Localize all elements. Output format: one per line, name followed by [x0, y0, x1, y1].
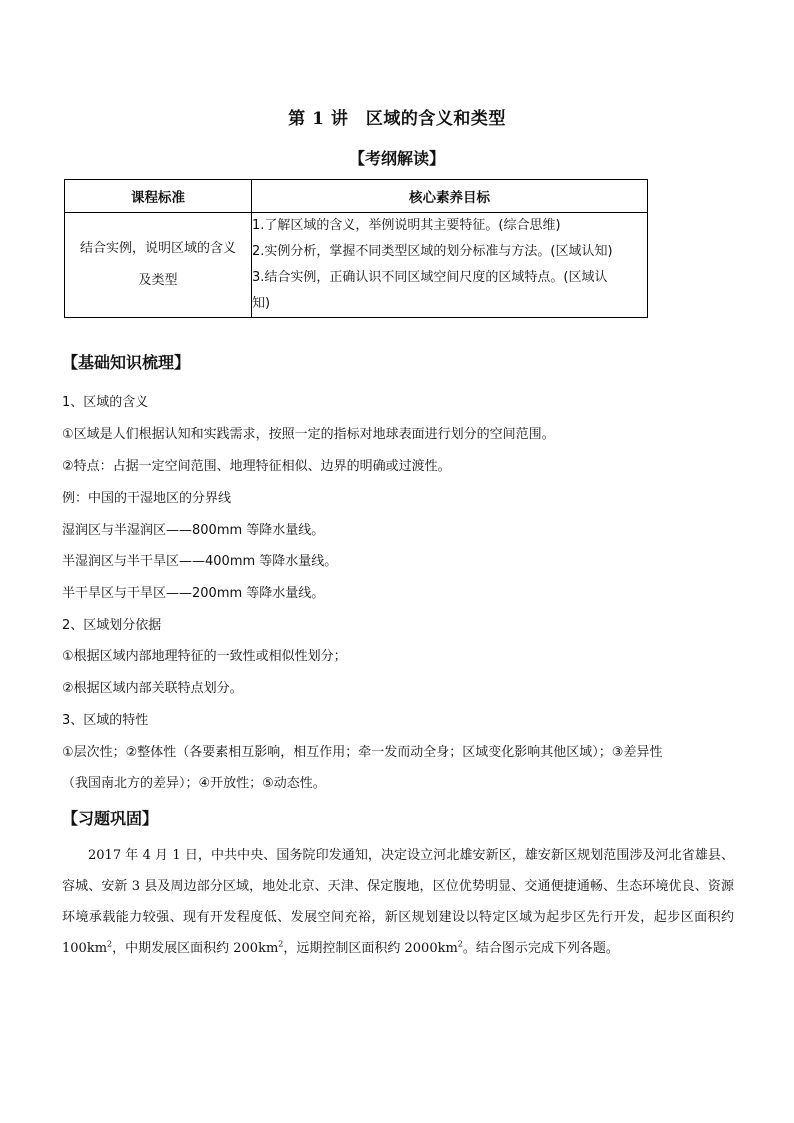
basics-line: ①根据区域内部地理特征的一致性或相似性划分； [62, 649, 347, 664]
passage-text: ，中期发展区面积约 200km [112, 941, 279, 956]
superscript: 2 [278, 939, 284, 949]
standard-cell [65, 213, 252, 318]
passage-text: 2017 年 4 月 1 日，中共中央、国务院印发通知，决定设立河北雄安新区，雄安新区规划范围涉及河北省雄县、容城、安新 3 县及周边部分区域，地处北京、天津、保定腹地，区位优势明显、交通便捷通畅、生态环境优良、资源环境承载能力较强、现有开发程度低、发展空间充裕，新区规划建设以特定区域为起步区先行开发，起步区面积约 100km [62, 848, 734, 956]
goal-item: 知) [252, 296, 271, 311]
standard-line: 结合实例，说明区域的含义 [79, 241, 236, 256]
basics-line: ②根据区域内部关联特点划分。 [62, 681, 243, 696]
column-header-goals: 核心素养目标 [252, 180, 648, 213]
goal-item: 1.了解区域的含义，举例说明其主要特征。(综合思维) [252, 218, 561, 233]
basics-line: 例：中国的干湿地区的分界线 [62, 491, 232, 506]
basics-line: ②特点：占据一定空间范围、地理特征相似、边界的明确或过渡性。 [62, 459, 451, 474]
basics-line: 3、区域的特性 [62, 713, 149, 728]
superscript: 2 [107, 939, 113, 949]
exercise-heading: 【习题巩固】 [62, 809, 159, 828]
basics-heading: 【基础知识梳理】 [62, 353, 191, 372]
goal-item: 2.实例分析，掌握不同类型区域的划分标准与方法。(区域认知) [252, 244, 613, 259]
basics-line: ①区域是人们根据认知和实践需求，按照一定的指标对地球表面进行划分的空间范围。 [62, 427, 555, 442]
basics-line: 2、区域划分依据 [62, 618, 162, 633]
basics-line: （我国南北方的差异）；④开放性；⑤动态性。 [62, 776, 326, 791]
basics-line: 半湿润区与半干旱区——400mm 等降水量线。 [62, 554, 338, 569]
basics-line: 1、区域的含义 [62, 395, 149, 410]
column-header-standard: 课程标准 [65, 180, 252, 213]
passage-text: 。结合图示完成下列各题。 [462, 941, 619, 956]
outline-table [64, 179, 648, 318]
goal-item: 3.结合实例，正确认识不同区域空间尺度的区域特点。(区域认 [252, 270, 608, 285]
table-header-row [65, 180, 648, 213]
table-row [65, 213, 648, 318]
superscript: 2 [457, 939, 463, 949]
basics-line: ①层次性；②整体性（各要素相互影响，相互作用；牵一发而动全身；区域变化影响其他区域）；③差异性 [62, 745, 663, 760]
basics-line: 半干旱区与干旱区——200mm 等降水量线。 [62, 586, 325, 601]
standard-line: 及类型 [138, 273, 178, 288]
passage-text: ，远期控制区面积约 2000km [283, 941, 458, 956]
outline-heading: 【考纲解读】 [348, 149, 445, 168]
page-title: 第 1 讲 区域的含义和类型 [288, 109, 506, 129]
goals-cell [252, 213, 648, 318]
basics-line: 湿润区与半湿润区——800mm 等降水量线。 [62, 523, 325, 538]
exercise-passage [62, 840, 734, 964]
